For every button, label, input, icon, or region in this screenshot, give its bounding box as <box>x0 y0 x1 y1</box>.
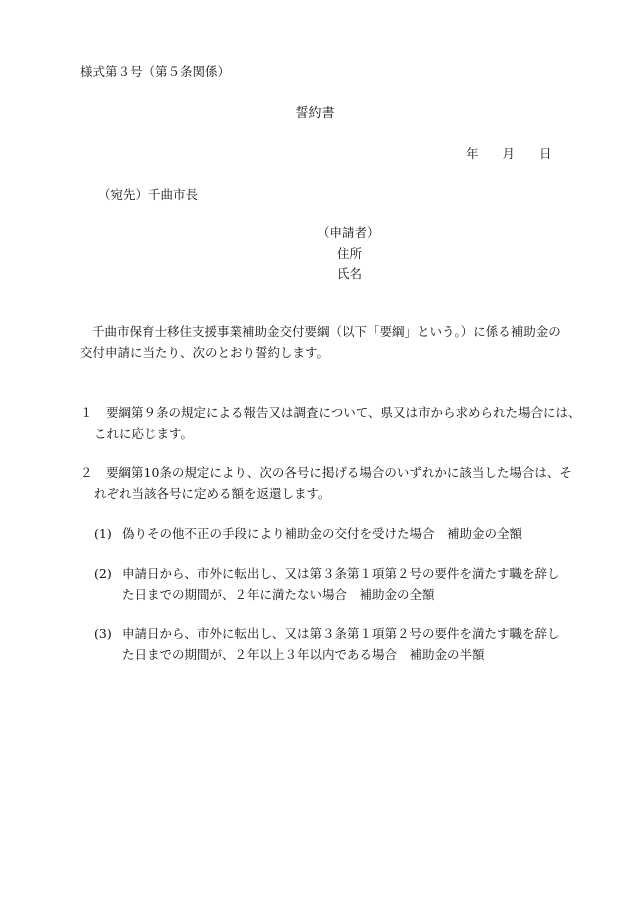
date-year-label: 年 <box>466 146 479 161</box>
document-title: 誓約書 <box>295 106 335 121</box>
address-label: 住所 <box>337 246 363 261</box>
sub-item-number: (3) <box>94 626 112 641</box>
pledge-item-2-continuation: れぞれ当該各号に定める額を返還します。 <box>94 486 331 501</box>
sub-item-text: 申請日から、市外に転出し、又は第３条第１項第２号の要件を満たす職を辞し <box>122 626 560 641</box>
sub-item-text: 申請日から、市外に転出し、又は第３条第１項第２号の要件を満たす職を辞し <box>122 566 560 581</box>
intro-line-1: 千曲市保育士移住支援事業補助金交付要綱（以下「要綱」という。）に係る補助金の <box>92 324 561 339</box>
sub-item-3-continuation: た日までの期間が、２年以上３年以内である場合 補助金の半額 <box>122 647 485 662</box>
sub-item-2 <box>94 568 560 581</box>
pledge-item-number: ２ <box>80 465 93 480</box>
pledge-item-1 <box>80 407 581 420</box>
date-month-label: 月 <box>502 146 516 161</box>
date-line <box>466 148 552 161</box>
pledge-item-text: 要綱第９条の規定による報告又は調査について、県又は市から求められた場合には、 <box>106 405 581 420</box>
sub-item-number: (1) <box>94 526 112 541</box>
pledge-item-text: 要綱第10条の規定により、次の各号に掲げる場合のいずれかに該当した場合は、そ <box>106 465 572 480</box>
intro-line-2: 交付申請に当たり、次のとおり誓約します。 <box>80 345 330 360</box>
sub-item-number: (2) <box>94 566 112 581</box>
sub-item-2-continuation: た日までの期間が、２年に満たない場合 補助金の全額 <box>122 587 435 602</box>
pledge-item-1-continuation: これに応じます。 <box>94 426 194 441</box>
sub-item-3 <box>94 628 560 641</box>
addressee: （宛先）千曲市長 <box>98 187 199 202</box>
pledge-item-number: １ <box>80 405 93 420</box>
name-label: 氏名 <box>337 266 363 281</box>
applicant-label: （申請者） <box>317 225 380 240</box>
sub-item-text: 偽りその他不正の手段により補助金の交付を受けた場合 補助金の全額 <box>122 526 523 541</box>
date-day-label: 日 <box>539 146 552 161</box>
pledge-item-2 <box>80 467 572 480</box>
form-number: 様式第３号（第５条関係） <box>80 64 231 79</box>
sub-item-1 <box>94 528 522 541</box>
